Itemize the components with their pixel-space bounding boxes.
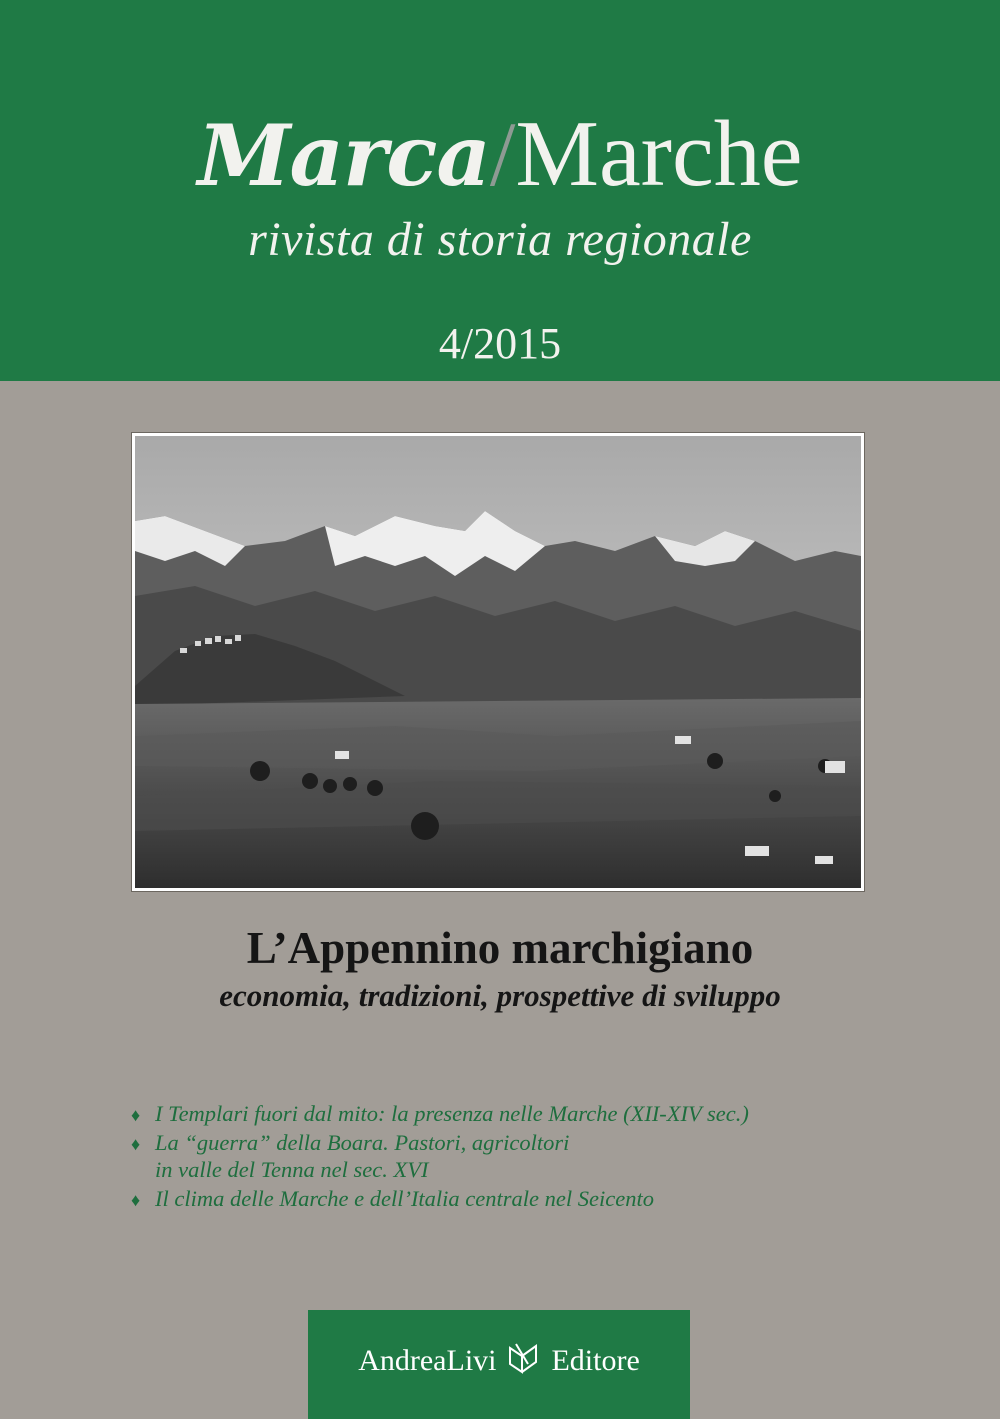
article-item bbox=[131, 1185, 891, 1212]
article-item bbox=[131, 1129, 891, 1183]
article-title: Il clima delle Marche e dell’Italia centrale nel Seicento bbox=[155, 1186, 654, 1211]
journal-title-marche: Marche bbox=[515, 102, 803, 206]
quill-book-icon bbox=[506, 1342, 542, 1384]
article-title: I Templari fuori dal mito: la presenza nelle Marche (XII-XIV sec.) bbox=[155, 1101, 749, 1126]
diamond-bullet-icon: ♦ bbox=[131, 1105, 141, 1125]
cover-photo bbox=[131, 432, 865, 892]
cover-header bbox=[0, 0, 1000, 381]
issue-theme-title: L’Appennino marchigiano bbox=[246, 923, 754, 973]
diamond-bullet-icon: ♦ bbox=[131, 1190, 141, 1210]
publisher-name: AndreaLivi bbox=[358, 1344, 497, 1377]
diamond-bullet-icon: ♦ bbox=[131, 1134, 141, 1154]
article-item bbox=[131, 1100, 891, 1127]
journal-title-slash: / bbox=[489, 103, 516, 205]
issue-theme-subtitle: economia, tradizioni, prospettive di sviluppo bbox=[219, 978, 781, 1013]
publisher-box bbox=[308, 1310, 690, 1419]
issue-number: 4/2015 bbox=[438, 319, 562, 368]
article-title: La “guerra” della Boara. Pastori, agricoltori bbox=[155, 1130, 570, 1155]
publisher-suffix: Editore bbox=[551, 1344, 640, 1377]
journal-subtitle: rivista di storia regionale bbox=[248, 213, 752, 266]
journal-title-marca: Marca bbox=[197, 106, 490, 205]
mountain-landscape-image bbox=[135, 436, 861, 888]
article-title-continued: in valle del Tenna nel sec. XVI bbox=[155, 1157, 429, 1182]
journal-title bbox=[0, 100, 1000, 208]
article-list bbox=[131, 1100, 891, 1214]
